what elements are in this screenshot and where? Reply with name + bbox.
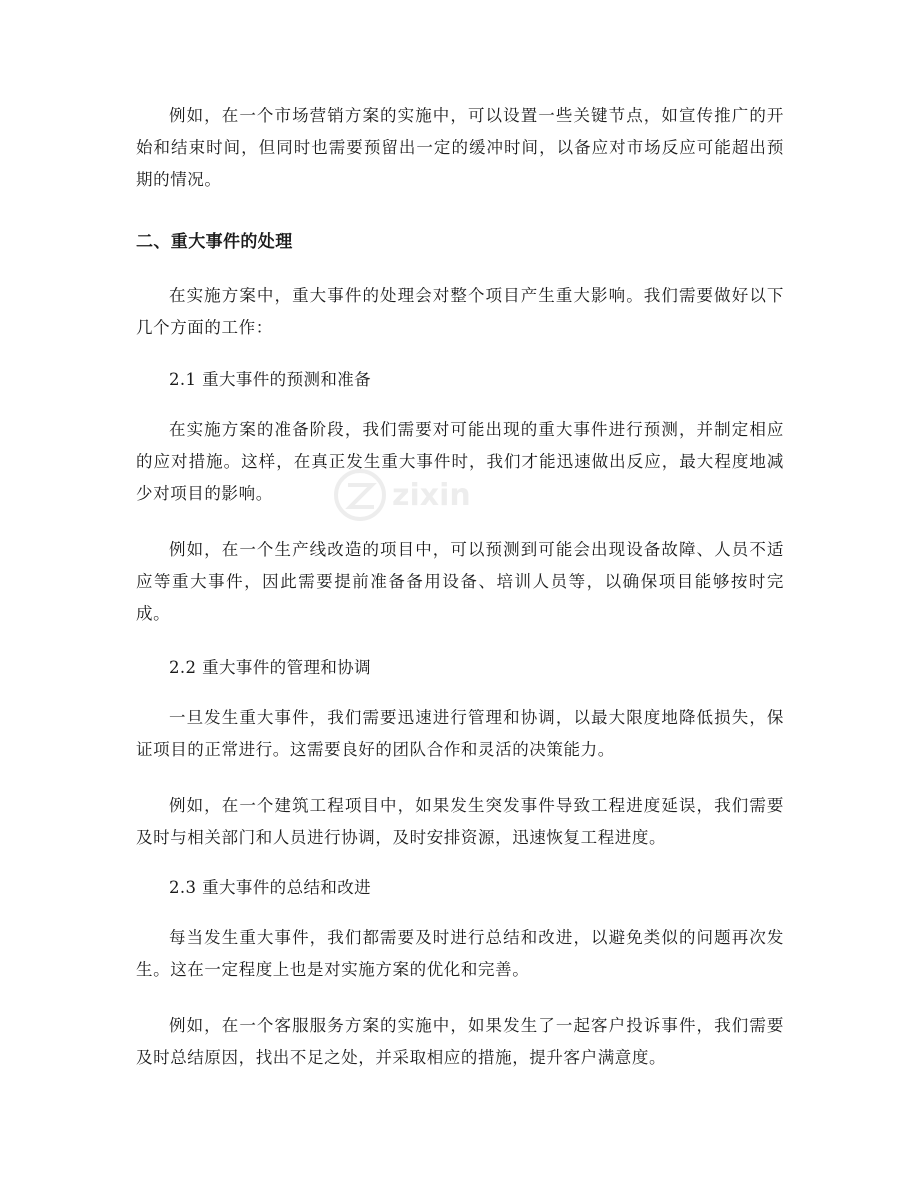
paragraph-construction-example: 例如，在一个建筑工程项目中，如果发生突发事件导致工程进度延误，我们需要及时与相关部门和人员进行协调，及时安排资源，迅速恢复工程进度。 [136, 796, 784, 847]
subheading-2-3: 2.3 重大事件的总结和改进 [169, 878, 372, 897]
paragraph-management: 一旦发生重大事件，我们需要迅速进行管理和协调，以最大限度地降低损失，保证项目的正常进行。这需要良好的团队合作和灵活的决策能力。 [136, 708, 784, 759]
paragraph-summary: 每当发生重大事件，我们都需要及时进行总结和改进，以避免类似的问题再次发生。这在一定程度上也是对实施方案的优化和完善。 [136, 928, 784, 979]
paragraph-production-example: 例如，在一个生产线改造的项目中，可以预测到可能会出现设备故障、人员不适应等重大事件，因此需要提前准备备用设备、培训人员等，以确保项目能够按时完成。 [136, 540, 784, 623]
paragraph-intro: 在实施方案中，重大事件的处理会对整个项目产生重大影响。我们需要做好以下几个方面的工作： [136, 286, 784, 337]
paragraph-prediction: 在实施方案的准备阶段，我们需要对可能出现的重大事件进行预测，并制定相应的应对措施。这样，在真正发生重大事件时，我们才能迅速做出反应，最大程度地减少对项目的影响。 [136, 420, 784, 503]
paragraph-customer-service-example: 例如，在一个客服服务方案的实施中，如果发生了一起客户投诉事件，我们需要及时总结原因，找出不足之处，并采取相应的措施，提升客户满意度。 [136, 1016, 784, 1067]
subheading-2-1: 2.1 重大事件的预测和准备 [169, 370, 372, 389]
svg-text:zixin: zixin [392, 478, 471, 513]
subheading-2-2: 2.2 重大事件的管理和协调 [169, 658, 372, 677]
section-heading-major-events: 二、重大事件的处理 [136, 232, 293, 252]
paragraph-marketing-example: 例如，在一个市场营销方案的实施中，可以设置一些关键节点，如宣传推广的开始和结束时间，但同时也需要预留出一定的缓冲时间，以备应对市场反应可能超出预期的情况。 [136, 106, 784, 189]
